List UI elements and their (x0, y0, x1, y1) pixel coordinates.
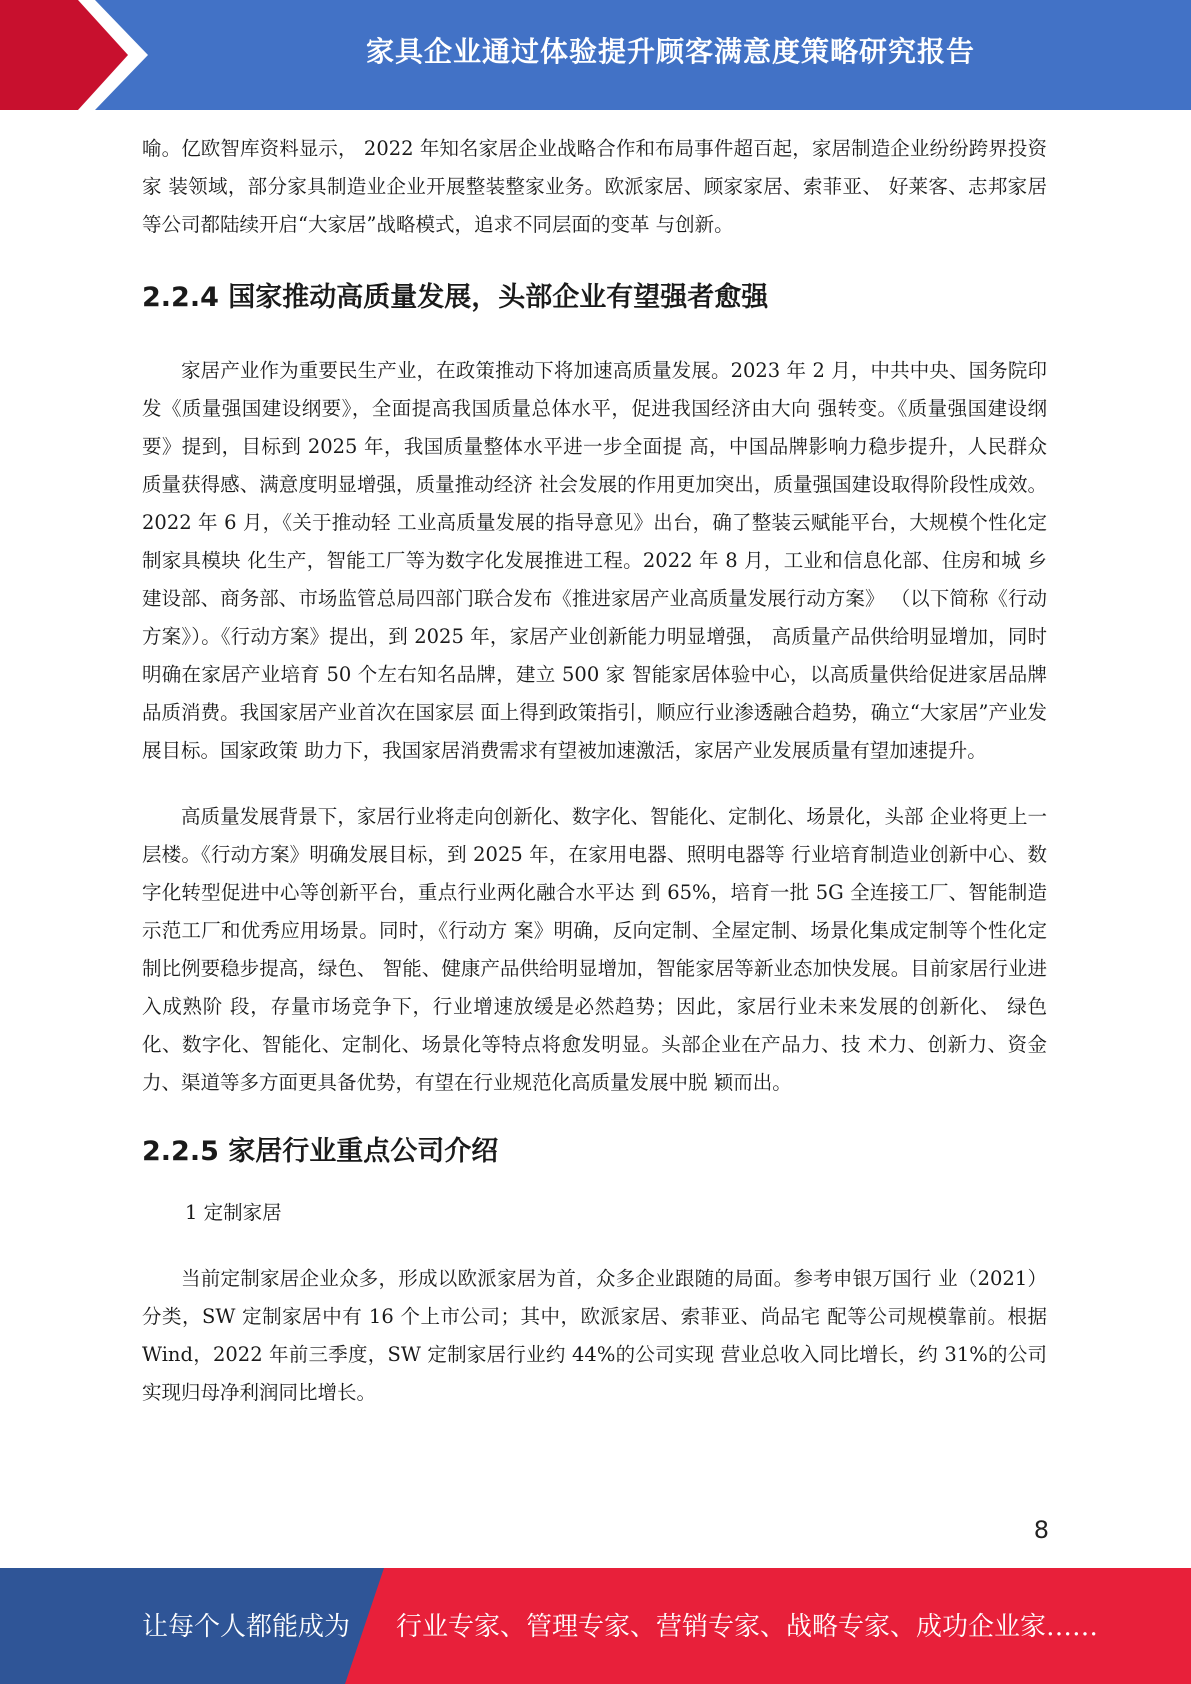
paragraph-high-quality: 高质量发展背景下，家居行业将走向创新化、数字化、智能化、定制化、场景化，头部 企业将更上一层楼。《行动方案》明确发展目标，到 2025 年，在家用电器、照明电器等 行业培育制造业创新中心、数字化转型促进中心等创新平台，重点行业两化融合水平达 到 65%，培育一批 5G 全连接工厂、智能制造示范工厂和优秀应用场景。同时，《行动方 案》明确，反向定制、全屋定制、场景化集成定制等个性化定制比例要稳步提高，绿色、 智能、健康产品供给明显增加，智能家居等新业态加快发展。目前家居行业进入成熟阶 段，存量市场竞争下，行业增速放缓是必然趋势；因此，家居行业未来发展的创新化、 绿色化、数字化、智能化、定制化、场景化等特点将愈发明显。头部企业在产品力、技 术力、创新力、资金力、渠道等多方面更具备优势，有望在行业规范化高质量发展中脱 颖而出。 (142, 805, 1047, 1094)
paragraph-policy: 家居产业作为重要民生产业，在政策推动下将加速高质量发展。2023 年 2 月，中共中央、国务院印发《质量强国建设纲要》，全面提高我国质量总体水平，促进我国经济由大向 强转变。《质量强国建设纲要》提到，目标到 2025 年，我国质量整体水平进一步全面提 高，中国品牌影响力稳步提升，人民群众质量获得感、满意度明显增强，质量推动经济 社会发展的作用更加突出，质量强国建设取得阶段性成效。2022 年 6 月，《关于推动轻 工业高质量发展的指导意见》出台，确了整装云赋能平台，大规模个性化定制家具模块 化生产，智能工厂等为数字化发展推进工程。2022 年 8 月，工业和信息化部、住房和城 乡建设部、商务部、市场监管总局四部门联合发布《推进家居产业高质量发展行动方案》 （以下简称《行动方案》）。《行动方案》提出，到 2025 年，家居产业创新能力明显增强， 高质量产品供给明显增加，同时明确在家居产业培育 50 个左右知名品牌，建立 500 家 智能家居体验中心，以高质量供给促进家居品牌品质消费。我国家居产业首次在国家层 面上得到政策指引，顺应行业渗透融合趋势，确立“大家居”产业发展目标。国家政策 助力下，我国家居消费需求有望被加速激活，家居产业发展质量有望加速提升。 (142, 359, 1047, 762)
subheading-custom-home: 1 定制家居 (185, 1201, 282, 1224)
paragraph-custom-home: 当前定制家居企业众多，形成以欧派家居为首，众多企业跟随的局面。参考申银万国行 业（2021）分类，SW 定制家居中有 16 个上市公司；其中，欧派家居、索菲亚、尚品宅 配等公司规模靠前。根据 Wind，2022 年前三季度，SW 定制家居行业约 44%的公司实现 营业总收入同比增长，约 31%的公司实现归母净利润同比增长。 (142, 1267, 1047, 1404)
footer-slogan-left: 让每个人都能成为 (142, 1612, 351, 1642)
document-body (142, 130, 1047, 1412)
page-header (0, 0, 1191, 110)
page-footer (0, 1568, 1191, 1684)
report-title: 家具企业通过体验提升顾客满意度策略研究报告 (365, 35, 975, 68)
paragraph-intro: 喻。亿欧智库资料显示， 2022 年知名家居企业战略合作和布局事件超百起，家居制造企业纷纷跨界投资家 装领域，部分家具制造业企业开展整装整家业务。欧派家居、顾家家居、索菲亚、 好莱客、志邦家居等公司都陆续开启“大家居”战略模式，追求不同层面的变革 与创新。 (142, 137, 1047, 236)
section-heading-2-2-5: 2.2.5 家居行业重点公司介绍 (142, 1136, 499, 1167)
page-number: 8 (1033, 1516, 1049, 1544)
section-heading-2-2-4: 2.2.4 国家推动高质量发展，头部企业有望强者愈强 (142, 282, 769, 313)
footer-slogan-right: 行业专家、管理专家、营销专家、战略专家、成功企业家…… (396, 1612, 1099, 1642)
